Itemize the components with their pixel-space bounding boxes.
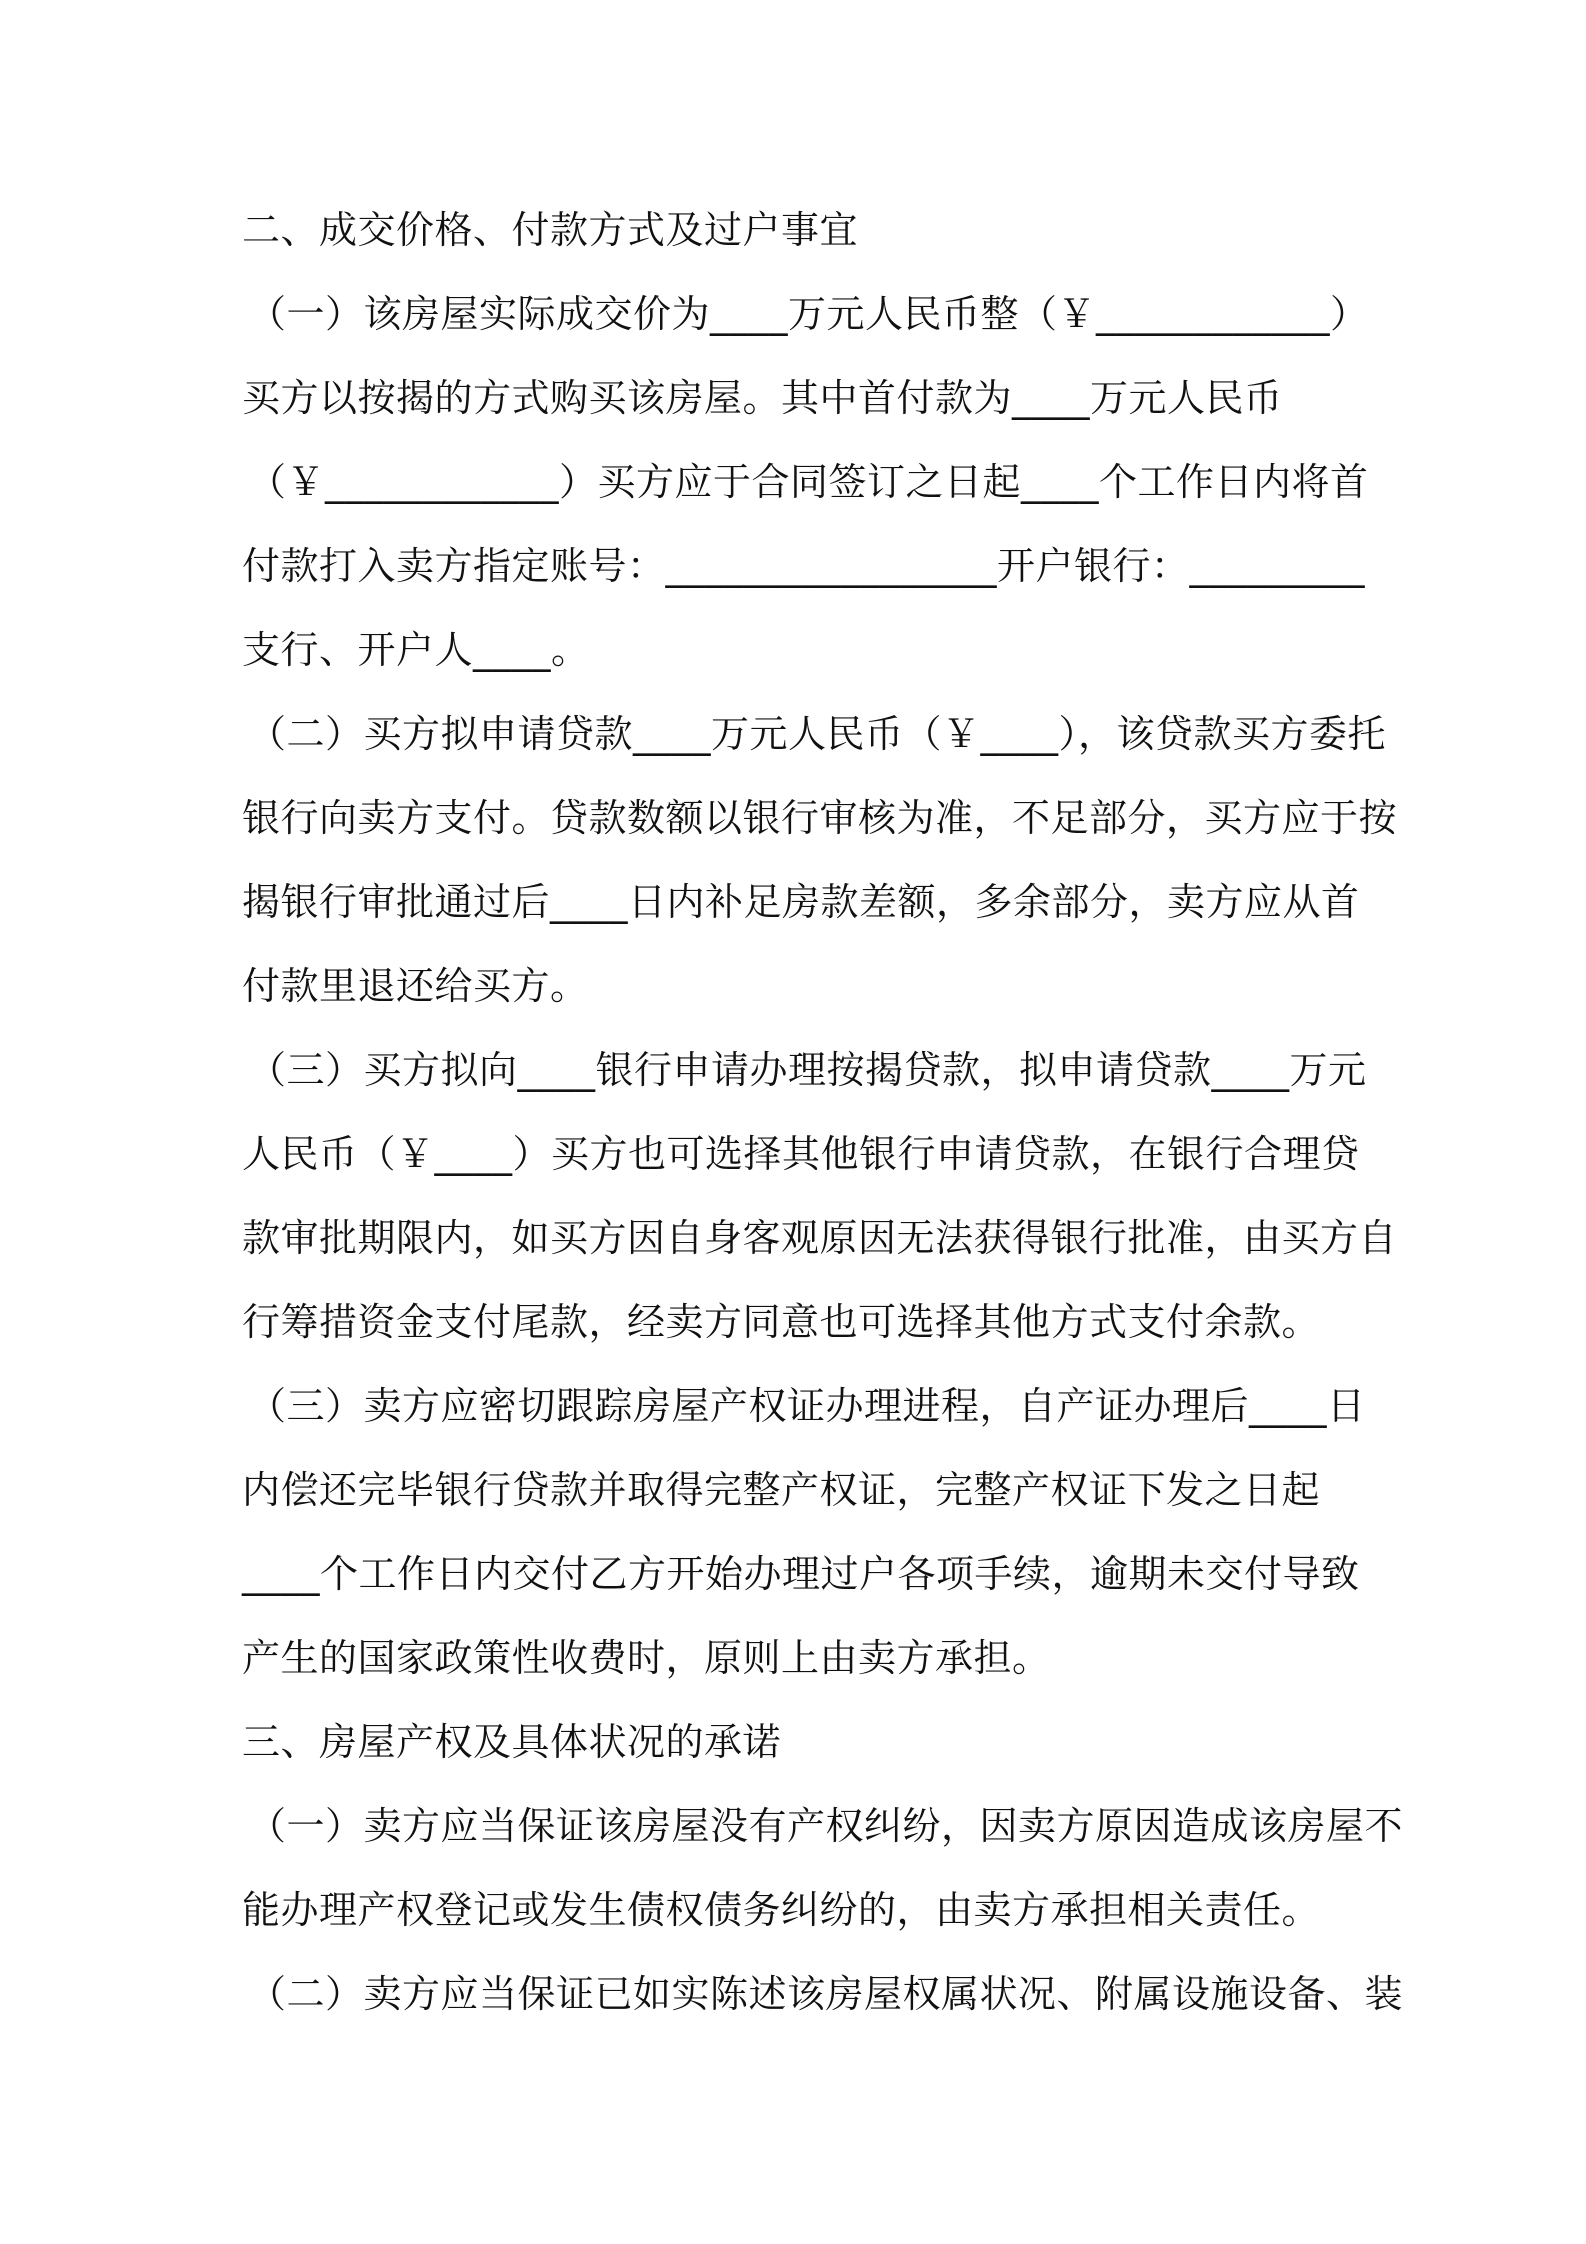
section-heading-2: 二、成交价格、付款方式及过户事宜: [242, 208, 859, 252]
paragraph-line: 银行向卖方支付。贷款数额以银行审核为准，不足部分，买方应于按: [242, 796, 1398, 840]
paragraph-line: 付款打入卖方指定账号：_________________开户银行：_________: [242, 544, 1366, 588]
paragraph-line: 款审批期限内，如买方因自身客观原因无法获得银行批准，由买方自: [242, 1216, 1398, 1260]
paragraph-line: 买方以按揭的方式购买该房屋。其中首付款为____万元人民币: [242, 376, 1283, 420]
paragraph-line: ____个工作日内交付乙方开始办理过户各项手续，逾期未交付导致: [242, 1552, 1360, 1596]
paragraph-line: 行筹措资金支付尾款，经卖方同意也可选择其他方式支付余款。: [242, 1300, 1321, 1344]
paragraph-line: （二）买方拟申请贷款____万元人民币（￥____），该贷款买方委托: [248, 712, 1387, 756]
paragraph-line: 付款里退还给买方。: [242, 964, 589, 1008]
paragraph-line: （三）卖方应密切跟踪房屋产权证办理进程，自产证办理后____日: [248, 1384, 1366, 1428]
paragraph-line: 内偿还完毕银行贷款并取得完整产权证，完整产权证下发之日起: [242, 1468, 1321, 1512]
paragraph-line: 能办理产权登记或发生债权债务纠纷的，由卖方承担相关责任。: [242, 1888, 1321, 1932]
document-body: [242, 188, 1404, 2036]
paragraph-line: 支行、开户人____。: [242, 628, 590, 672]
paragraph-line: 揭银行审批通过后____日内补足房款差额，多余部分，卖方应从首: [242, 880, 1360, 924]
section-heading-3: 三、房屋产权及具体状况的承诺: [242, 1720, 782, 1764]
paragraph-line: 人民币（￥____）买方也可选择其他银行申请贷款，在银行合理贷: [242, 1132, 1360, 1176]
paragraph-line: 产生的国家政策性收费时，原则上由卖方承担。: [242, 1636, 1051, 1680]
paragraph-line: （一）卖方应当保证该房屋没有产权纠纷，因卖方原因造成该房屋不: [248, 1804, 1404, 1848]
paragraph-line: （￥____________）买方应于合同签订之日起____个工作日内将首: [248, 460, 1369, 504]
paragraph-line: （二）卖方应当保证已如实陈述该房屋权属状况、附属设施设备、装: [248, 1972, 1404, 2016]
paragraph-line: （三）买方拟向____银行申请办理按揭贷款，拟申请贷款____万元: [248, 1048, 1367, 1092]
paragraph-line: （一）该房屋实际成交价为____万元人民币整（￥____________）: [248, 292, 1369, 336]
